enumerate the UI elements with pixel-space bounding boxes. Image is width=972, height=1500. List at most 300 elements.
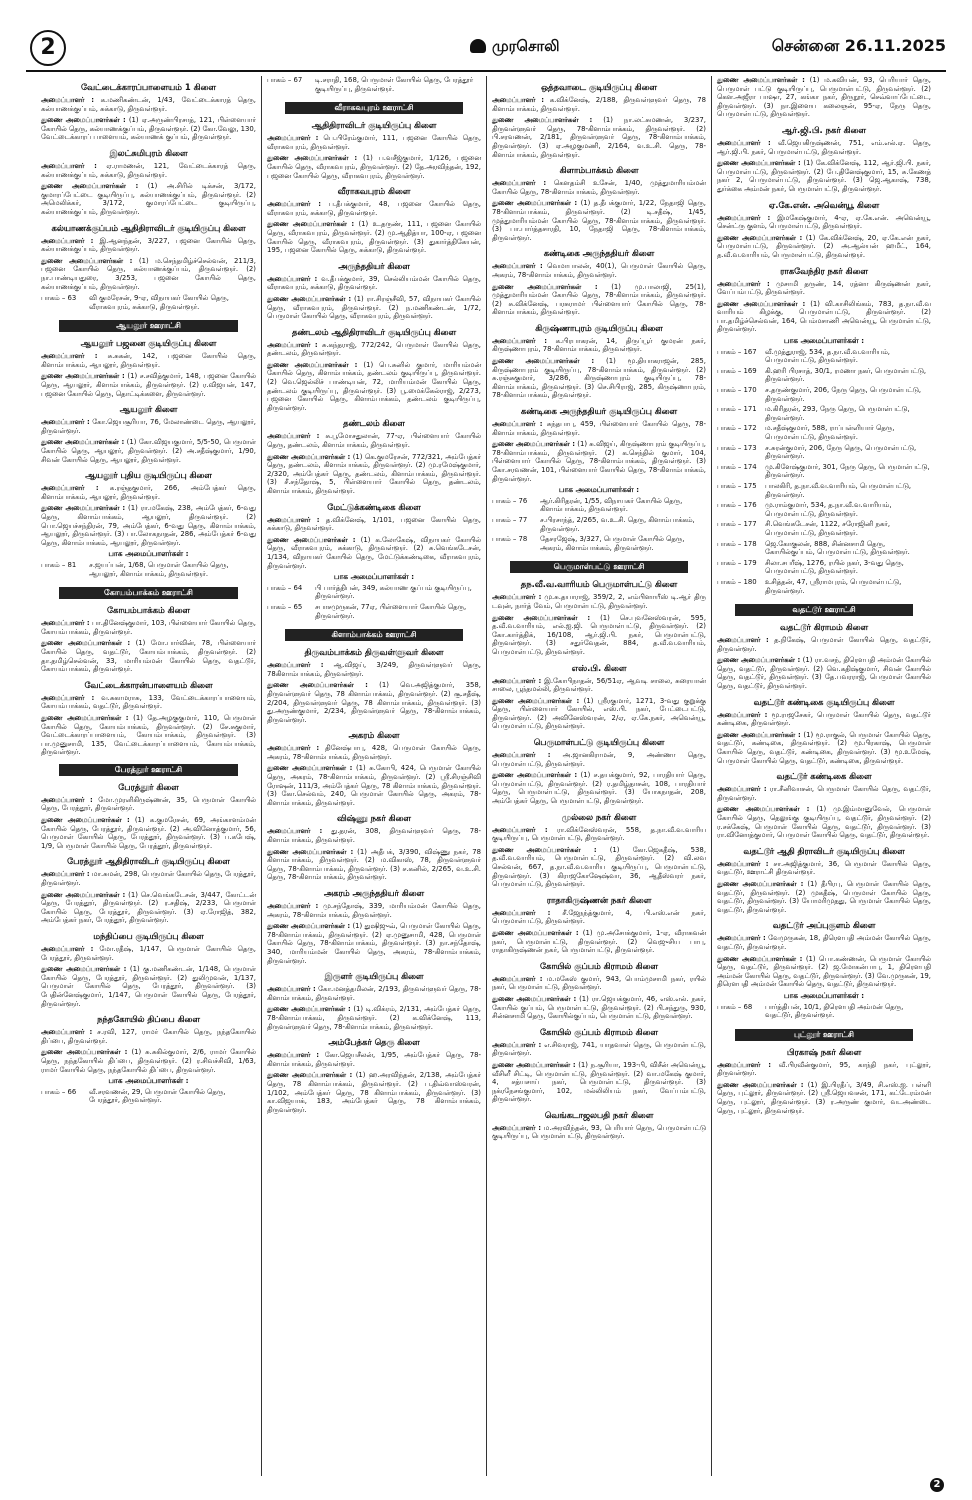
deputy-organizers-entry <box>267 1005 481 1031</box>
booth-number-cell: பாகம் – 65 <box>267 602 303 611</box>
booth-number: 64 <box>293 583 303 592</box>
entry-label: துணை அமைப்பாளர்கள் : <box>492 845 597 854</box>
booth-member: மு.கிளேஷ்குமார், 301, நேரு தெரு, பெருமாள்பட்டு, திருவள்ளூர். <box>765 462 930 480</box>
entry-label: அமைப்பாளர் : <box>492 179 547 188</box>
branch-heading: அம்பேத்கர் தெரு கிளை <box>328 1037 420 1048</box>
branch-heading: மேட்டுக்கண்டிகை கிளை <box>327 501 421 512</box>
booth-row <box>717 367 931 386</box>
entry-text: (1) செ.புவனேஸ்வரன், 595, த.வீ.வ.வாரியம், எல்.ஐ.ஜி. பெருமாள்பட்டு, திருவள்ளூர். (2) கோ.கார்த்திக், 16/108, ஆர்.ஜி.பி. நகர், பெருமாள்பட்டு, திருவள்ளூர். (3) சதுர்வேதன், 884, த.வீ.வ.வாரியம், பெருமாள்பட்டு, திருவள்ளூர். <box>492 613 707 656</box>
booth-number: 176 <box>743 501 757 510</box>
entry-label: துணை அமைப்பாளர்கள் : <box>267 294 352 303</box>
entry-text: (1) ப.வசீஜ்குமார், 1/126, பஜனை கோயில் தெரு, வீராகவபுரம், திருவள்ளூர். (2) தே.அரவிந்தன், 192, பஜனை கோயில் தெரு, வீராகவபுரம், திருவள்ளூர். <box>267 154 481 180</box>
entry-text: (1) ரா.வசந், திரௌபதி அம்மன் கோயில் தெரு, வதட்டூர், திருவள்ளூர். (2) வெ.கதிஷ்குமார், சிவன் கோயில் தெரு, வதட்டூர், திருவள்ளூர். (3) தே.பவரராஜ், பெருமாள் கோயில் தெரு, வதட்டூர், திருவள்ளூர். <box>717 656 931 691</box>
booth-member: ம.கிரிதரன், 293, நேரு தெரு, பெருமாள்பட்டு, திருவள்ளூர். <box>765 405 910 422</box>
entry-text: (1) டி.விக்ரம், 2/131, அம்பேத்கர் தெரு, 78-கிளாம்பாக்கம், திருவள்ளூர். (2) க.விக்னேஷ், 113, திருவள்ளுவர் தெரு, 78-கிளாம்பாக்கம், திருவள்ளூர். <box>267 1005 481 1031</box>
booth-member: உசித்தன், 47, ஸ்ரீராமபுரம், பெருமாள்பட்டு, திருவள்ளூர். <box>765 577 902 595</box>
booth-number: 167 <box>743 347 757 356</box>
entry-text: சு.பூமோசதுலான், 77-ஏ, பிள்ளையார் கோயில் தெரு, தண்டலம், கிளாம்பாக்கம், திருவள்ளூர். <box>267 432 481 450</box>
booth-number: 172 <box>743 424 757 433</box>
entry-text: (1) தீபிரபு, பெருமாள் கோயில் தெரு, வதட்டூர், திருவள்ளூர். (2) முகதீஷ், பெருமாள் கோயில் தெரு, வதட்டூர், திருவள்ளூர். (3) யோமரிமுதது, பெருமாள் கோயில் தெரு, வதட்டூர், திருவள்ளூர். <box>717 879 931 914</box>
entry-text: வ.சுகாமராசு, 133, வேட்டைக்காரப்பாளையம், கோயம்பாக்கம், வதட்டூர், திருவள்ளூர். <box>41 693 256 711</box>
entry-text: (1) பொ.கண்ணன், பெருமாள் கோயில் தெரு, வதட்டூர், திருவள்ளூர். (2) ஜ.மோகன்பாபு, 1, திரௌபதி அம்மன் கோயில் தெரு, வதட்டூர், திருவள்ளூர். (3) வே.முருகன், 19, திரௌபதி அம்மன் கோயில் தெரு, வதட்டூர், திருவள்ளூர். <box>717 954 931 989</box>
booth-number-cell: பாகம் – 81 <box>41 560 77 569</box>
booth-number: 177 <box>743 520 757 529</box>
entry-text: மா.சுமன், 298, பெருமாள் கோயில் தெரு, பேரத்தூர், திருவள்ளூர். <box>41 870 256 888</box>
entry-text: (1) துஷிஜுவ், பெருமாள் கோயில் தெரு, 78-கிளாம்பாக்கம், திருவள்ளூர். (2) ஏ.முனுசாமி, 428, பெருமாள் கோயில் தெரு, 78-கிளாம்பாக்கம், திருவள்ளூர். (3) நா.சந்தோஷ், 340, மாரியம்மன் கோயில் தெரு, அகரம், 78-கிளாம்பாக்கம், திருவள்ளூர். <box>267 922 482 965</box>
deputy-organizers-entry <box>492 771 706 805</box>
column-4 <box>711 76 936 1476</box>
organizer-entry <box>492 179 706 196</box>
organizer-entry <box>492 677 706 694</box>
booth-number: 63 <box>67 294 77 303</box>
branch-heading: வதட்டூர் கண்டிகை கிளை <box>776 771 872 782</box>
entry-label: துணை அமைப்பாளர்கள் : <box>492 928 579 937</box>
deputy-organizers-entry <box>717 76 931 119</box>
entry-text: க.மணிகண்டன், 1/43, வேட்டைக்காரத் தெரு, கல்யாணக்குப்பம், சுக்காடு, திருவள்ளூர். <box>41 96 256 113</box>
organizer-entry <box>492 975 706 992</box>
deputy-organizers-entry <box>267 361 481 413</box>
organizer-entry <box>41 162 256 179</box>
booth-row <box>717 405 931 424</box>
entry-label: துணை அமைப்பாளர்கள் : <box>41 965 127 974</box>
entry-label: அமைப்பாளர் : <box>717 1060 772 1069</box>
deputy-organizers-entry <box>717 656 931 690</box>
entry-label: அமைப்பாளர் : <box>41 795 93 804</box>
branch-heading: கண்டிகை அருந்ததியர் குடியிருப்பு கிளை <box>520 406 678 417</box>
entry-label: துணை அமைப்பாளர்கள் : <box>717 879 804 888</box>
organizer-entry <box>41 484 256 501</box>
branch-heading: இலட்சுமிபுரம் கிளை <box>109 147 188 158</box>
entry-text: (1) ரா.ஜெயக்குமார், 46, எஸ்.எல். நகர், கோயில் குப்பம், பெருமாள்பட்டு, திருவள்ளூர். (2) பி.சந்துரு, 930, சின்னசாமி தெரு, கோயில்குப்பம், பெருமாள்பட்டு, திருவள்ளூர். <box>492 994 706 1021</box>
booth-member: வி குமரேசன், 9-ஏ, விநாயகர் கோயில் தெரு, வீராகவபுரம், சுக்காடு, திருவள்ளூர். <box>89 294 229 311</box>
branch-heading: பேரத்தூர் கிளை <box>118 781 179 792</box>
organizer-entry <box>41 1028 256 1045</box>
booth-number-cell: பாகம் – 77 <box>492 515 528 524</box>
branch-heading: வீராகவபுரம் கிளை <box>337 186 411 197</box>
entry-text: ஆ.விஜய், 3/249, திருவள்ளுவர் தெரு, 78கிளாம்பாக்கம், திருவள்ளூர். <box>267 661 481 678</box>
booth-number: 169 <box>743 366 757 375</box>
deputy-organizers-entry <box>41 372 256 398</box>
entry-text: (1) க.லோகேஷ், விநாயகர் கோயில் தெரு, வீராகவபுரம், சுக்காடு, திருவள்ளூர். (2) சு.வெங்கடேசன், 1/134, விநாயகர் கோயில் தெரு, மேட்டுக்கண்டிகை, வீராகவபுரம், திருவள்ளூர். <box>267 535 482 570</box>
entry-label: அமைப்பாளர் : <box>717 859 769 868</box>
entry-text: (1) சு.சுகில்குமார், 2/6, ராமர் கோயில் தெரு, நந்தகோயில் திப்பை, திருவள்ளூர். (2) ர.சிவச்சிவி, 1/63, ராமர் கோயில் தெரு, நந்தகோயில் திப்பை, திருவள்ளூர். <box>41 1048 256 1074</box>
entry-text: மோ.ரதீஷ், 1/147, பெருமாள் கோயில் தெரு, பேரத்தூர், திருவள்ளூர். <box>41 945 256 962</box>
organizer-entry <box>41 945 256 962</box>
entry-text: (1) க.குமரேசன், 69, அங்காளம்மன் கோயில் தெரு, பேரத்தூர், திருவள்ளூர். (2) அ.வினோத்குமார், 56, பெருமாள் கோயில் தெரு, பேரத்தூர், திருவள்ளூர். (3) ப.கபேஷ், 1/9, பெருமாள் கோயில் தெரு, பேரத்தூர், திருவள்ளூர். <box>41 816 256 850</box>
entry-label: துணை அமைப்பாளர்கள் : <box>41 713 129 722</box>
booth-number-cell: பாகம் – 67 <box>267 76 303 84</box>
booth-number-cell: பாகம் – 172 <box>717 424 757 433</box>
organizer-entry <box>492 826 706 843</box>
booth-row <box>41 1088 256 1107</box>
deputy-organizers-entry <box>267 295 481 321</box>
deputy-organizers-entry <box>41 182 256 216</box>
page-number: 2 <box>30 30 66 66</box>
entry-text: த.நிகேஷ், பெருமாள் கோயில் தெரு, வதட்டூர், திருவள்ளூர். <box>717 636 931 653</box>
entry-text: (1) மு.பாலாஜி, 25(1), முத்துமாரியம்மன் கோயில் தெரு, 78-கிளாம்பாக்கம், திருவள்ளூர். (2) சு.விக்னேஷ், பரசுராமர் பிள்ளையார் கோயில் தெரு, 78-கிளாம்பாக்கம், திருவள்ளூர். <box>492 282 706 317</box>
entry-label: அமைப்பாளர் : <box>267 744 320 753</box>
branch-heading: ராதாகிருஷ்ணன் நகர் கிளை <box>546 894 652 905</box>
entry-text: தினேஷ்பாபு, 428, பெருமாள் கோயில் தெரு, அகரம், 78-கிளாம்பாக்கம், திருவள்ளூர். <box>267 744 481 761</box>
organizer-entry <box>41 796 256 813</box>
booth-member: ஜெ.கோகுலன், 888, சின்னசாமி தெரு, கோயில்குப்பம், பெருமாள்பட்டு, திருவள்ளூர். <box>765 539 910 557</box>
branch-heading: ஆயலூர் கிளை <box>119 404 178 415</box>
booth-number: 77 <box>518 515 528 524</box>
organizer-entry <box>492 593 706 610</box>
branch-heading: வெங்கடாஜலபதி நகர் கிளை <box>544 1109 654 1120</box>
entry-text: (1) மூ.ராகுல், பெருமாள் கோயில் தெரு, வதட்டூர், கண்டிகை, திருவள்ளூர். (2) மூ.பிரகாஷ், பெருமாள் கோயில் தெரு, வதட்டூர், கண்டிகை, திருவள்ளூர். (3) மூ.உமேஷ், பெருமாள் கோயில் தெரு, வதட்டூர், கண்டிகை, திருவள்ளூர். <box>717 730 931 765</box>
entry-label: துணை அமைப்பாளர்கள் : <box>267 452 351 461</box>
entry-label: துணை அமைப்பாளர்கள் : <box>267 922 351 931</box>
deputy-organizers-entry <box>41 891 256 925</box>
branch-heading: மந்திப்பை குடியிருப்பு கிளை <box>93 931 204 941</box>
branch-heading: அகரம் கிளை <box>348 730 400 741</box>
entry-label: அமைப்பாளர் : <box>267 274 318 283</box>
booth-number-cell: பாகம் – 177 <box>717 520 757 529</box>
branch-heading: ஏ.கே.என். அவென்யூ கிளை <box>768 199 880 210</box>
entry-label: அமைப்பாளர் : <box>492 262 543 271</box>
branch-heading: ஆயலூர் புதிய குடியிருப்பு கிளை <box>85 470 212 481</box>
entry-text: ரா.விக்னேஸ்வரன், 558, த.நா.வீ.வ.வாரிய குடியிருப்பு, பெருமாள்பட்டு, திருவள்ளூர். <box>492 825 706 843</box>
booth-list <box>717 348 931 597</box>
entry-text: (1) கோ.ஜெகதீஷ், 538, த.வீ.வ.வாரியம், பெருமாள்பட்டு, திருவள்ளூர். (2) வி.லவ செல்வன், 667, த.நா.வீ.வ.வாரிய குடியிருப்பு, பெருமாள்பட்டு, திருவள்ளூர். (3) கிராஜகோஷேஷ்வா, 36, ஆதீஸ்வரர் நகர், பெருமாள்பட்டு, திருவள்ளூர். <box>492 845 707 889</box>
entry-label: துணை அமைப்பாளர்கள் : <box>267 681 368 690</box>
deputy-organizers-entry <box>267 536 481 570</box>
deputy-organizers-entry <box>717 300 931 334</box>
entry-label: துணை அமைப்பாளர்கள் : <box>41 816 130 825</box>
entry-label: அமைப்பாளர் : <box>717 710 768 719</box>
entry-label: துணை அமைப்பாளர்கள் : <box>492 116 593 125</box>
entry-text: (1) கெ.குமரேசன், 772/321, அம்பேத்கர் தெரு, தண்டலம், கிளாம்பாக்கம், திருவள்ளூர். (2) மு.ரமேஷ்குமார், 2/320, அம்பேத்கர் தெரு, தண்டலம், கிளாம்பாக்கம், திருவள்ளூர். (3) சீ.சந்தோஷ், 5, பிள்ளையார் கோயில் தெரு, தண்டலம், கிளாம்பாக்கம், திருவள்ளூர். <box>267 452 481 495</box>
booth-member: டி.சராதி, 168, பெருமாள் கோயில் தெரு, பேரத்தூர் குடியிருப்பு, திருவள்ளூர். <box>315 76 474 93</box>
booth-organizers-heading: பாக அமைப்பாளர்கள் : <box>108 1076 189 1086</box>
organizer-entry <box>267 200 481 217</box>
branch-heading: கண்டிகை அருந்ததியர் கிளை <box>543 248 655 259</box>
deputy-organizers-entry <box>492 440 706 483</box>
entry-label: அமைப்பாளர் : <box>267 340 318 349</box>
entry-text: (1) ஸ்ரீரகுமார், 1271, 3-வது குறுக்கு தெரு, பிள்ளையார் கோயில், எஸ்.பி. நகர், பேட்டைபட்டு, திருவள்ளூர். (2) அவினேஸ்வரன், 2/ஏ, ஏ.கே.நகர், அவென்யூ, பெருமாள்பட்டு, திருவள்ளூர். <box>492 696 706 731</box>
booth-label: பாகம் <box>267 583 286 592</box>
entry-label: அமைப்பாளர் : <box>41 352 98 361</box>
booth-organizers-heading: பாக அமைப்பாளர்கள் : <box>783 990 865 1000</box>
entry-text: (1) ம.செந்தமிழ்ச்செல்வன், 211/3, பஜனை கோயில் தெரு, கல்யாணக்குப்பம், திருவள்ளூர். (2) நா.பாண்டியதுரை, 3/253, பஜனை கோயில் தெரு, கல்யாணக்குப்பம், திருவள்ளூர். <box>41 256 256 291</box>
entry-label: துணை அமைப்பாளர்கள் : <box>267 847 354 856</box>
entry-text: (1) கே.விக்னேஷ், 112, ஆர்.ஜி.பி. நகர், பெருமாள்பட்டு, திருவள்ளூர். (2) பே.தினேஷ்குமார், 15, சு.கேணத் நகர் 2, பெருமாள்பட்டு, திருவள்ளூர். (3) ஜெ.ஆகாஷ், 738, துர்க்கை அம்மன் நகர், பெருமாள்பட்டு, திருவள்ளூர். <box>717 159 931 193</box>
deputy-organizers-entry <box>717 234 931 260</box>
entry-label: அமைப்பாளர் : <box>492 908 551 917</box>
booth-number: 66 <box>67 1087 77 1096</box>
branch-heading: வதட்டூர் கண்டிகை குடியிருப்பு கிளை <box>753 696 895 707</box>
entry-text: கோ.ஜெயசூரியா, 76, மேலாண்டை தெரு, ஆயலூர், திருவள்ளூர். <box>41 418 256 435</box>
panchayat-banner: பேரத்தூர் ஊராட்சி <box>59 764 238 776</box>
booth-number-cell: பாகம் – 174 <box>717 462 757 471</box>
entry-text: ம.அரவிந்தன், 93, பெரியார் தெரு, பெருமாள்பட்டு குடியிருப்பு, பெருமாள்பட்டு, திருவள்ளூர். <box>492 1123 706 1141</box>
branch-heading: கிருஷ்ணாபுரம் குடியிருப்பு கிளை <box>535 322 663 333</box>
booth-number: 178 <box>743 539 757 548</box>
booth-number: 81 <box>67 560 77 569</box>
entry-label: அமைப்பாளர் : <box>717 138 771 147</box>
branch-heading: கல்யாணக்குப்பம் ஆதிதிராவிடர் குடியிருப்பு கிளை <box>51 222 246 233</box>
dateline: சென்னை 26.11.2025 <box>771 36 946 55</box>
entry-label: துணை அமைப்பாளர்கள் : <box>267 360 358 369</box>
entry-label: துணை அமைப்பாளர்கள் : <box>717 233 803 242</box>
booth-member: பார்த்திபன், 10/1, திரௌபதி அம்மன் தெரு, வதட்டூர், திருவள்ளூர். <box>765 1002 904 1020</box>
organizer-entry <box>267 902 481 919</box>
deputy-organizers-entry <box>267 922 481 965</box>
organizer-entry <box>492 337 706 354</box>
entry-label: அமைப்பாளர் : <box>492 751 551 760</box>
entry-label: துணை அமைப்பாளர்கள் : <box>492 282 598 291</box>
organizer-entry <box>267 985 481 1002</box>
booth-organizers-heading: பாக அமைப்பாளர்கள் : <box>783 336 865 346</box>
branch-heading: வதட்டூர் அப்புகுளம் கிளை <box>772 920 876 931</box>
entry-label: துணை அமைப்பாளர்கள் : <box>267 764 353 773</box>
organizer-entry <box>717 636 931 653</box>
deputy-organizers-entry <box>267 453 481 496</box>
branch-heading: ஒத்தவாடை குடியிருப்பு கிளை <box>541 82 657 92</box>
header-rule <box>26 70 946 72</box>
booth-row <box>267 584 481 603</box>
entry-label: துணை அமைப்பாளர்கள் : <box>267 535 356 544</box>
booth-label: பாகம் <box>717 1002 736 1011</box>
entry-label: துணை அமைப்பாளர்கள் : <box>492 771 578 780</box>
booth-number: 67 <box>293 76 303 84</box>
entry-label: துணை அமைப்பாளர்கள் : <box>492 440 575 449</box>
booth-row <box>267 76 481 95</box>
booth-row <box>717 424 931 443</box>
booth-list <box>267 584 481 622</box>
entry-text: இ.கோபிநாதன், 56/51ஏ, ஆவடி சாலை, சுரையான் சாலை, பூந்தமல்லி, திருவள்ளூர். <box>492 676 706 694</box>
deputy-organizers-entry <box>267 848 481 882</box>
booth-member: ஆர்.கிரிதரன், 1/55, விநாயகர் கோயில் தெரு, கிளாம்பாக்கம், திருவள்ளூர். <box>540 496 683 514</box>
entry-label: துணை அமைப்பாளர்கள் : <box>717 299 806 308</box>
booth-list <box>267 76 481 95</box>
booth-number-cell: பாகம் – 167 <box>717 347 757 356</box>
booth-number-cell: பாகம் – 78 <box>492 535 528 544</box>
entry-label: துணை அமைப்பாளர்கள் : <box>41 890 126 899</box>
booth-member: ச.பிரசாந்த், 2/265, வ.உ.சி. தெரு, கிளாம்பாக்கம், திருவள்ளூர். <box>540 515 695 533</box>
entry-text: மு.சு.தயாராஜ், 359/2, 2, எம்பிளாயீஸ் டி.ஆர் திரு டவுன், நார்த் வேம், பெருமாள்பட்டு, திருவள்ளூர். <box>492 593 706 610</box>
deputy-organizers-entry <box>41 438 256 464</box>
booth-list <box>492 497 706 555</box>
booth-label: பாகம் <box>717 501 736 510</box>
entry-label: துணை அமைப்பாளர்கள் : <box>717 656 801 665</box>
booth-number: 179 <box>743 558 757 567</box>
entry-text: க.பிரபாகரன், 14, திருப்பூர் குமரன் நகர், கிருஷ்ணாபுரம், 78-கிளாம்பாக்கம், திருவள்ளூர். <box>492 336 706 354</box>
entry-label: துணை அமைப்பாளர்கள் : <box>267 220 355 229</box>
entry-label: துணை அமைப்பாளர்கள் : <box>41 504 126 513</box>
entry-text: (1) அதீபக், 3/390, விஷ்ணு நகர், 78 கிளாம்பாக்கம், திருவள்ளூர். (2) ம.விகாஸ், 78, திருவள்ளுவர் தெரு, 78-கிளாம்பாக்கம், திருவள்ளூர். (3) ச.கனில், 2/265, வ.உ.சி. தெரு, 78-கிளாம்பாக்கம், திருவள்ளூர். <box>267 847 481 882</box>
booth-label: பாகம் <box>717 520 736 529</box>
entry-label: துணை அமைப்பாளர்கள் : <box>492 1060 576 1069</box>
organizer-entry <box>717 139 931 156</box>
entry-text: (1) மு.இம்மானுவேல், பெருமாள் கோயில் தெரு, தெலுங்கு குடியிருப்பு, வதட்டூர், திருவள்ளூர். (2) ர.சக்கேஷ், பெருமாள் கோயில் தெரு, வதட்டூர், திருவள்ளூர். (3) ரா.வினோத்குமார், பெருமாள் கோயில் தெரு, வதட்டூர், திருவள்ளூர். <box>717 805 931 840</box>
rising-sun-logo-icon <box>470 39 486 53</box>
newspaper-brand <box>470 36 560 56</box>
entry-text: (1) சு.கோபி, 424, பெருமாள் கோயில் தெரு, அகரம், 78-கிளாம்பாக்கம், திருவள்ளூர். (2) ஸ்ரீ.சிரஞ்சிவி ரோஷன், 111/3, அம்பேத்கர் தெரு, 78 கிளாம்பாக்கம், திருவள்ளூர். (3) கோ.செல்வம், 240, பெருமாள் கோயில் தெரு, அகரம், 78-கிளாம்பாக்கம், திருவள்ளூர். <box>267 764 481 807</box>
entry-label: அமைப்பாளர் : <box>41 619 90 628</box>
organizer-entry <box>267 1051 481 1068</box>
booth-label: பாகம் <box>492 535 511 544</box>
branch-heading: தண்டலம் ஆதிதிராவிடர் குடியிருப்பு கிளை <box>291 326 457 337</box>
entry-label: அமைப்பாளர் : <box>267 827 323 836</box>
booth-label: பாகம் <box>717 347 736 356</box>
entry-text: ப.தீபக்குமார், 48, பஜனை கோயில் தெரு, வீராகவபுரம், சுக்காடு, திருவள்ளூர். <box>267 200 481 217</box>
deputy-organizers-entry <box>41 116 256 142</box>
deputy-organizers-entry <box>717 731 931 765</box>
entry-text: எ.சிவராஜ், 741, யாதவாள் தெரு, பெருமாள்பட்டு, திருவள்ளூர். <box>492 1040 706 1058</box>
booth-number-cell: பாகம் – 175 <box>717 481 757 490</box>
booth-number-cell: பாகம் – 179 <box>717 558 757 567</box>
deputy-organizers-entry <box>492 697 706 731</box>
booth-number-cell: பாகம் – 176 <box>717 501 757 510</box>
deputy-organizers-entry <box>717 1081 931 1115</box>
organizer-entry <box>492 1124 706 1141</box>
entry-label: துணை அமைப்பாளர்கள் : <box>41 182 139 191</box>
entry-label: அமைப்பாளர் : <box>492 593 542 602</box>
entry-text: க.விக்னேஷ், 2/188, திருவள்ளுவர் தெரு, 78 கிளாம்பாக்கம், திருவள்ளூர். <box>492 96 706 113</box>
branch-heading: பெருமாள்பட்டு குடியிருப்பு கிளை <box>533 737 665 748</box>
booth-member: ச.ஜயப்பன், 1/68, பெருமாள் கோயில் தெரு, ஆயலூர், கிளாம்பாக்கம், திருவள்ளூர். <box>89 560 229 578</box>
entry-label: துணை அமைப்பாளர்கள் : <box>717 76 805 84</box>
entry-label: துணை அமைப்பாளர்கள் : <box>41 116 126 125</box>
branch-heading: திருவம்பாக்கம் திருவள்ளுவர் கிளை <box>304 647 444 658</box>
entry-label: அமைப்பாளர் : <box>492 96 545 104</box>
booth-number-cell: பாகம் – 76 <box>492 496 528 505</box>
organizer-entry <box>41 870 256 887</box>
organizer-entry <box>492 420 706 437</box>
entry-text: முசாமி தருண், 14, ரத்னா கிருஷ்ணன் நகர், வேப்பம்பட்டு, திருவள்ளூர். <box>717 279 931 297</box>
deputy-organizers-entry <box>492 357 706 400</box>
deputy-organizers-entry <box>41 1048 256 1074</box>
entry-text: ச.ரவி, 127, ராமர் கோயில் தெரு, நந்தகோயில் திப்பை, திருவள்ளூர். <box>41 1028 256 1045</box>
panchayat-banner: பெருமாள்பட்டு ஊராட்சி <box>510 561 688 573</box>
booth-member: பி பார்த்திபன், 349, கல்யாண குப்பம் குடியிருப்பு, திருவள்ளூர். <box>315 583 472 601</box>
organizer-entry <box>717 280 931 297</box>
entry-text: ஏ.ராமணன், 121, வேட்டைக்காரத் தெரு, கல்யாணக்குப்பம், சுக்காடு, திருவள்ளூர். <box>41 161 256 179</box>
deputy-organizers-entry <box>267 154 481 180</box>
entry-text: (1) நா.லட்சுமணன், 3/237, திருவள்ளுவர் தெரு, 78-கிளாம்பாக்கம், திருவள்ளூர். (2) பி.சரவணன், 2/181, திருவள்ளுவர் தெரு, 78-கிளாம்பாக்கம், திருவள்ளூர். (3) ஏ.அழகுமணி, 2/164, வ.உ.சி. தெரு, 78-கிளாம்பாக்கம், திருவள்ளூர். <box>492 116 706 159</box>
booth-member: வீ.முத்துராஜ், 534, த.நா.வீ.வ.வாரியம், பெருமாள்பட்டு, திருவள்ளூர். <box>765 347 890 365</box>
entry-label: துணை அமைப்பாளர்கள் : <box>717 730 801 739</box>
deputy-organizers-entry <box>267 764 481 807</box>
entry-text: (1) ரா.சிரஞ்சீவி, 57, விநாயகர் கோயில் தெரு, வீராகவபுரம், திருவள்ளூர். (2) ந.மணிகண்டன், 1/72, பெருமாள் கோயில் தெரு, வீராகவபுரம், திருவள்ளூர். <box>267 294 481 321</box>
entry-text: (1) மோ.பார்வின், 78, பிள்ளையார் கோயில் தெரு, வதட்டூர், கோயம்பாக்கம், திருவள்ளூர். (2) தா.தமிழ்செல்வன், 33, மாரியம்மன் கோயில் தெரு, வதட்டூர், கோயம்பாக்கம், திருவள்ளூர். <box>41 639 257 674</box>
booth-number: 173 <box>743 443 757 452</box>
entry-label: துணை அமைப்பாளர்கள் : <box>41 639 131 648</box>
booth-label: பாகம் <box>41 1087 60 1096</box>
entry-label: துணை அமைப்பாளர்கள் : <box>717 1080 804 1089</box>
booth-label: பாகம் <box>41 560 60 569</box>
booth-label: பாகம் <box>717 577 736 586</box>
booth-row <box>267 603 481 622</box>
organizer-entry <box>267 516 481 533</box>
entry-label: அமைப்பாளர் : <box>41 484 99 493</box>
branch-heading: வேட்டைக்காரன்பாளையம் கிளை <box>84 679 213 690</box>
deputy-organizers-entry <box>717 805 931 839</box>
branch-heading: கோயில் குப்பம் கிராமம் கிளை <box>540 1026 658 1037</box>
booth-row <box>492 497 706 516</box>
booth-number: 170 <box>743 386 757 395</box>
entry-label: துணை அமைப்பாளர்கள் : <box>41 256 133 265</box>
booth-number: 78 <box>518 535 528 544</box>
booth-number-cell: பாகம் – 169 <box>717 366 757 375</box>
entry-text: சுந்தபாபு, 459, பிள்ளையார் கோயில் தெரு, 78-கிளாம்பாக்கம், திருவள்ளூர். <box>492 420 707 437</box>
booth-row <box>717 501 931 520</box>
entry-label: துணை அமைப்பாளர்கள் : <box>717 805 810 814</box>
organizer-entry <box>41 96 256 113</box>
entry-label: அமைப்பாளர் : <box>267 661 324 670</box>
branch-heading: பிரகாஷ் நகர் கிளை <box>786 1046 862 1057</box>
entry-label: அமைப்பாளர் : <box>41 161 97 170</box>
organizer-entry <box>492 96 706 113</box>
deputy-organizers-entry <box>717 955 931 989</box>
organizer-entry <box>717 934 931 951</box>
entry-label: அமைப்பாளர் : <box>41 418 90 427</box>
booth-row <box>41 294 256 313</box>
branch-heading: வதட்டூர் கிராமம் கிளை <box>779 622 869 633</box>
organizer-entry <box>267 275 481 292</box>
entry-text: அ.ஜானகிராமன், 9, அண்ணா தெரு, பெருமாள்பட்டு, திருவள்ளூர். <box>492 751 706 768</box>
booth-member: தேசரஜேஷ், 3/327, பெருமாள் கோயில் தெரு, அகரம், கிளாம்பாக்கம், திருவள்ளூர். <box>540 535 685 552</box>
booth-list <box>41 1088 256 1107</box>
booth-label: பாகம் <box>717 481 736 490</box>
deputy-organizers-entry <box>267 1071 481 1114</box>
booth-list <box>41 561 256 580</box>
organizer-entry <box>41 352 256 369</box>
booth-organizers-heading: பாக அமைப்பாளர்கள் : <box>558 485 640 495</box>
branch-heading: அகரம் அருந்ததியர் கிளை <box>323 888 425 898</box>
entry-label: துணை அமைப்பாளர்கள் : <box>41 1048 128 1057</box>
booth-label: பாகம் <box>717 462 736 471</box>
booth-number-cell: பாகம் – 180 <box>717 577 757 586</box>
booth-row <box>717 444 931 463</box>
booth-row <box>717 386 931 405</box>
entry-label: அமைப்பாளர் : <box>492 1040 542 1049</box>
branch-heading: எஸ்.பி. கிளை <box>571 662 627 673</box>
entry-text: (1) ச.சவித்குமார், 148, பஜனை கோயில் தெரு, ஆயலூர், கிளாம்பாக்கம், திருவள்ளூர். (2) ர.விஜயன், 147, பஜனை கோயில் தெரு, தொட்டிக்களை, திருவள்ளூர். <box>41 372 256 398</box>
organizer-entry <box>492 1041 706 1058</box>
deputy-organizers-entry <box>41 504 256 547</box>
booth-label: பாகம் <box>267 76 286 84</box>
branch-heading: நந்தகோயில் திப்பை கிளை <box>97 1014 200 1025</box>
news-page-body <box>36 76 936 1476</box>
deputy-organizers-entry <box>492 116 706 159</box>
booth-number-cell: பாகம் – 170 <box>717 386 757 395</box>
entry-text: த.விக்னேஷ், 1/101, பஜனை கோயில் தெரு, சுக்காடு, திருவள்ளூர். <box>267 515 481 533</box>
booth-label: பாகம் <box>492 515 511 524</box>
entry-text: கோ.ஜெயசீலன், 1/95, அம்பேத்கர் தெரு, 78-கிளாம்பாக்கம், திருவள்ளூர். <box>267 1051 482 1068</box>
booth-number: 68 <box>743 1002 753 1011</box>
deputy-organizers-entry <box>492 929 706 955</box>
entry-text: கோ.மனத்தமிலன், 2/193, திருவள்ளுவர் தெரு, 78-கிளாம்பாக்கம், திருவள்ளூர். <box>267 985 481 1002</box>
panchayat-banner: கோயம்பாக்கம் ஊராட்சி <box>59 587 238 599</box>
organizer-entry <box>267 827 481 844</box>
entry-text: (1) மு.அசோக்குமார், 1-ஏ, வீராசுவன் நகர், பெருமாள்பட்டு, திருவள்ளூர். (2) வெஜுசிய பாபு, ராதாகிருஷ்ணன் நகர், பெருமாள்பட்டு, திருவள்ளூர். <box>492 928 706 955</box>
booth-number: 171 <box>743 405 757 414</box>
masthead <box>26 24 946 72</box>
entry-text: வ.தீபக்குமார், 39, செல்லியம்மன் கோயில் தெரு, வீராகவபுரம், சுக்காடு, திருவள்ளூர். <box>267 274 481 292</box>
entry-text: (1) தே.அழகுகுமார், 110, பெருமாள் கோயில் தெரு, கோயம்பாக்கம், திருவள்ளூர். (2) சே.சுகுமார், வேட்டைக்காரப்பாளையம், கோயம்பாக்கம், திருவள்ளூர். (3) பா.முனுசாமி, 135, வேட்டைக்காரப்பாளையம், கோயம்பாக்கம், திருவள்ளூர். <box>41 713 256 757</box>
deputy-organizers-entry <box>267 220 481 254</box>
entry-text: (1) ம.கவியன், 93, பெரியார் தெரு, பெருமாள் பட்டு குடியிருப்பு, பெருமாள்பட்டு, திருவள்ளூர். (2) கௌ.அஜீரா பாஷா, 27, கங்கா நகர், திருநூர், செவ்வாப்பேட்டை, திருவள்ளூர். (3) நா.இளைய கலைஞன், 95-ஏ, நேரு தெரு, பெருமாள்பட்டு, திருவள்ளூர். <box>717 76 931 119</box>
column-1 <box>36 76 261 1476</box>
entry-label: அமைப்பாளர் : <box>41 870 90 879</box>
booth-number: 76 <box>518 496 528 505</box>
panchayat-banner: வதட்டூர் ஊராட்சி <box>735 604 913 616</box>
entry-label: அமைப்பாளர் : <box>717 213 771 222</box>
booth-row <box>717 1003 931 1022</box>
